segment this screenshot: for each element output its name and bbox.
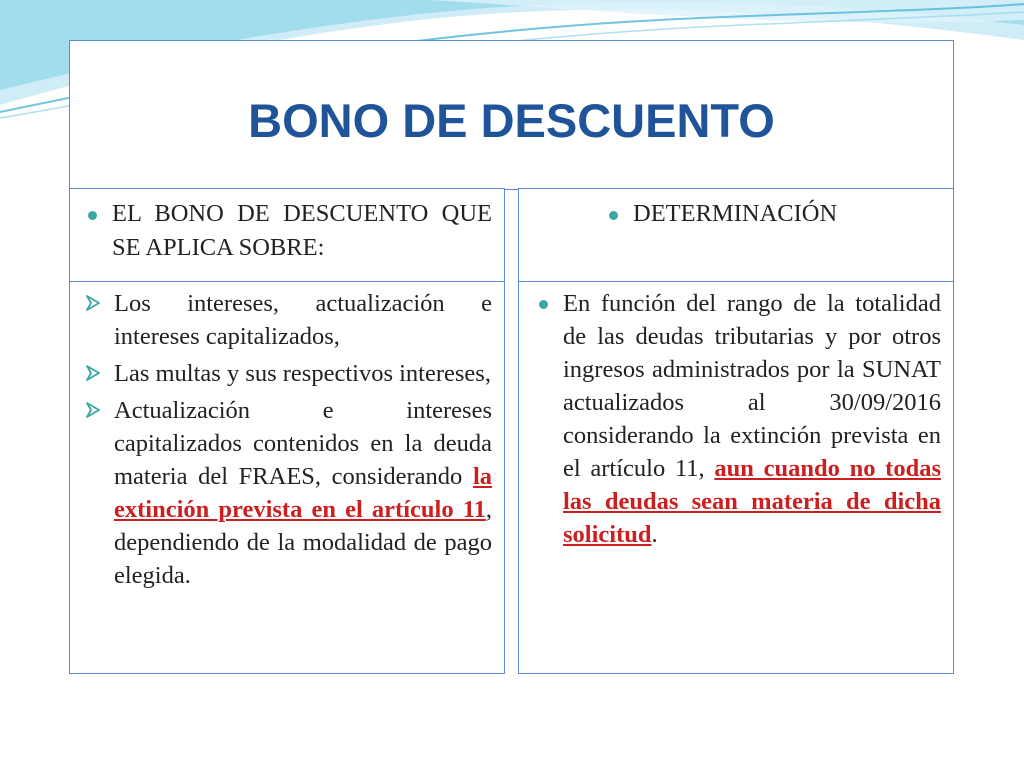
arrow-bullet-icon [84, 294, 102, 312]
list-item [82, 357, 492, 390]
right-column [518, 188, 954, 674]
bullet-dot-icon [539, 300, 548, 309]
left-column [69, 188, 505, 674]
list-item [82, 394, 492, 592]
list-item-text: . [651, 521, 658, 548]
bullet-dot-icon [609, 211, 618, 220]
list-item-text: Los intereses, actualización e intereses capitalizados, [114, 290, 492, 350]
list-item [82, 287, 492, 353]
highlighted-text: aun cuando no todas las deudas sean materia de dicha solicitud [563, 455, 941, 548]
right-column-header [519, 189, 953, 282]
arrow-bullet-icon [84, 364, 102, 382]
left-column-body [70, 281, 504, 673]
highlighted-text: la extinción prevista en el artículo 11 [114, 463, 492, 523]
right-header-text: DETERMINACIÓN [633, 200, 838, 227]
right-item-list [531, 287, 941, 555]
bullet-dot-icon [88, 211, 97, 220]
title-box [69, 40, 954, 190]
list-item-text: Las multas y sus respectivos intereses, [114, 360, 491, 387]
list-item-text: Actualización e intereses capitalizados contenidos en la deuda materia del FRAES, considerando [114, 397, 492, 490]
left-header-text: EL BONO DE DESCUENTO QUE SE APLICA SOBRE: [112, 200, 492, 261]
right-column-body [519, 281, 953, 673]
list-item [531, 287, 941, 551]
list-item-text: , dependiendo de la modalidad de pago elegida. [114, 496, 492, 589]
right-header-item [605, 197, 941, 231]
slide-title: BONO DE DESCUENTO [248, 94, 775, 147]
list-item-text: En función del rango de la totalidad de las deudas tributarias y por otros ingresos administrados por la SUNAT actualizados al 30/09/2016 considerando la extinción prevista en el artículo 11, [563, 290, 941, 482]
left-column-header [70, 189, 504, 282]
left-item-list [82, 287, 492, 596]
left-header-item [84, 197, 492, 265]
arrow-bullet-icon [84, 401, 102, 419]
